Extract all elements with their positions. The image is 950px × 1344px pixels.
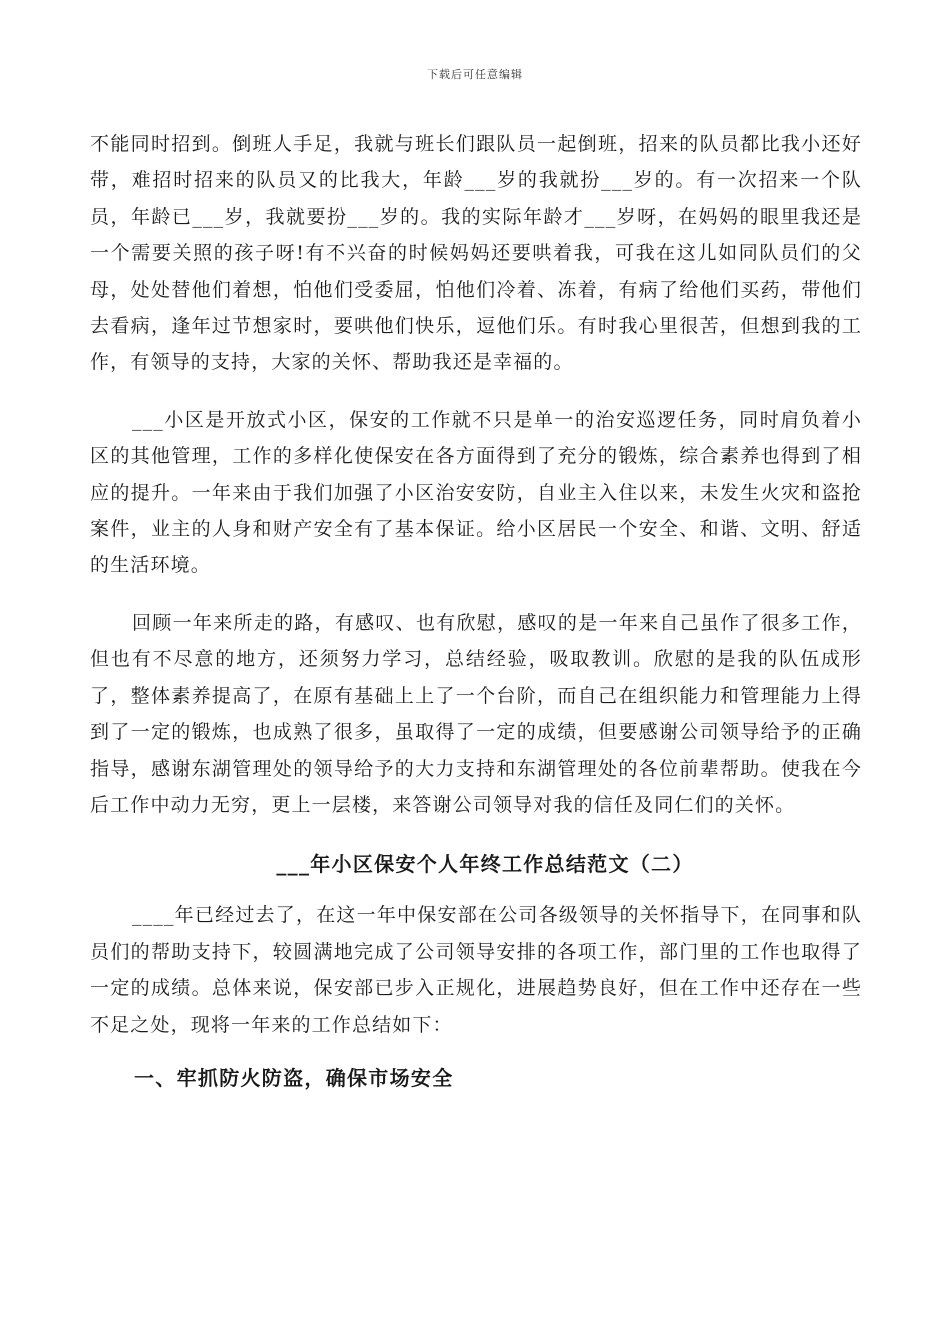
paragraph-community: ___小区是开放式小区，保安的工作就不只是单一的治安巡逻任务，同时肩负着小区的其他管理，工作的多样化使保安在各方面得到了充分的锻炼，综合素养也得到了相应的提升。一年来由于我们加强了小区治安安防，自业主入住以来，未发生火灾和盗抢案件，业主的人身和财产安全有了基本保证。给小区居民一个安全、和谐、文明、舒适的生活环境。 xyxy=(90,408,862,577)
paragraph-gap xyxy=(90,381,862,402)
download-note: 下载后可任意编辑 xyxy=(427,68,523,81)
paragraph-review: 回顾一年来所走的路，有感叹、也有欣慰，感叹的是一年来自己虽作了很多工作，但也有不尽意的地方，还须努力学习，总结经验，吸取教训。欣慰的是我的队伍成形了，整体素养提高了，在原有基础上上了一个台阶，而自己在组织能力和管理能力上得到了一定的锻炼，也成熟了很多，虽取得了一定的成绩，但要感谢公司领导给予的正确指导，感谢东湖管理处的领导给予的大力支持和东湖管理处的各位前辈帮助。使我在今后工作中动力无穷，更上一层楼，来答谢公司领导对我的信任及同仁们的关怀。 xyxy=(90,611,862,816)
paragraph-gap xyxy=(90,1043,862,1061)
subheading-fire-theft: 一、牢抓防火防盗，确保市场安全 xyxy=(134,1065,454,1090)
title-gap xyxy=(90,881,862,897)
section-title: ___年小区保安个人年终工作总结范文（二） xyxy=(276,852,694,877)
paragraph-gap xyxy=(90,823,862,847)
document-body xyxy=(90,126,862,1095)
paragraph-gap xyxy=(90,584,862,605)
section-intro: ____年已经过去了，在这一年中保安部在公司各级领导的关怀指导下，在同事和队员们的帮助支持下，较圆满地完成了公司领导安排的各项工作，部门里的工作也取得了一定的成绩。总体来说，保安部已步入正规化，进展趋势良好，但在工作中还存在一些不足之处，现将一年来的工作总结如下： xyxy=(90,904,862,1036)
paragraph-continued: 不能同时招到。倒班人手足，我就与班长们跟队员一起倒班，招来的队员都比我小还好带，难招时招来的队员又的比我大，年龄___岁的我就扮___岁的。有一次招来一个队员，年龄已___岁，我就要扮___岁的。我的实际年龄才___岁呀，在妈妈的眼里我还是一个需要关照的孩子呀!有不兴奋的时候妈妈还要哄着我，可我在这儿如同队员们的父母，处处替他们着想，怕他们受委屈，怕他们冷着、冻着，有病了给他们买药，带他们去看病，逢年过节想家时，要哄他们快乐，逗他们乐。有时我心里很苦，但想到我的工作，有领导的支持，大家的关怀、帮助我还是幸福的。 xyxy=(90,133,862,374)
